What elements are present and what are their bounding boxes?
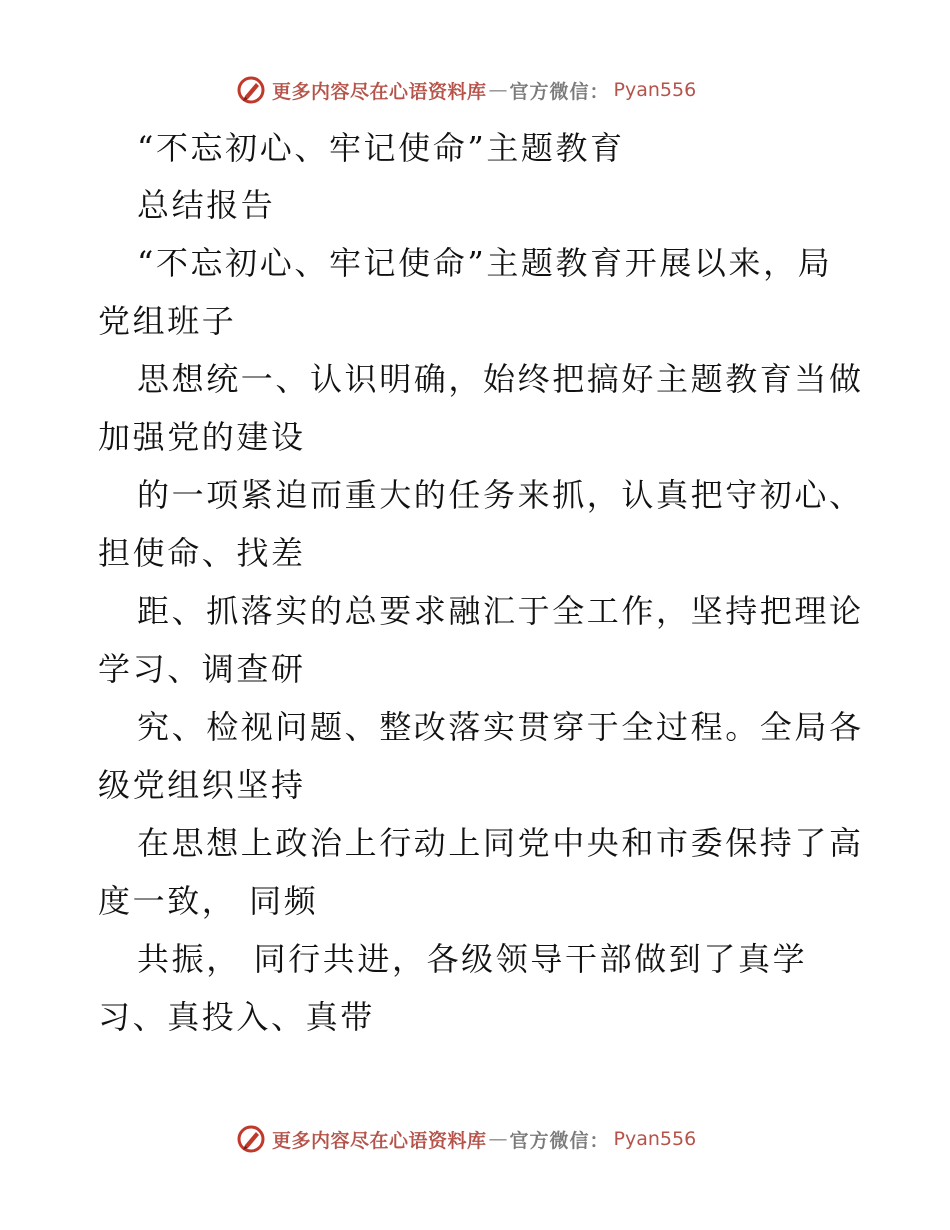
document-title: “不忘初心、牢记使命”主题教育 — [137, 129, 625, 167]
watermark-wechat-id: Pyan556 — [613, 1128, 697, 1150]
paragraph-line: “不忘初心、牢记使命”主题教育开展以来，局 — [137, 244, 833, 282]
watermark-official-label: 官方微信： — [509, 80, 610, 103]
watermark-wechat-id: Pyan556 — [613, 79, 697, 101]
paragraph-line: 思想统一、认识明确，始终把搞好主题教育当做 — [137, 360, 864, 398]
paragraph-line: 习、真投入、真带 — [98, 998, 375, 1036]
pen-logo-icon — [236, 1124, 266, 1154]
watermark-official-label: 官方微信： — [509, 1129, 610, 1152]
watermark-brand: 更多内容尽在心语资料库 — [272, 1129, 487, 1152]
pen-logo-icon — [236, 75, 266, 105]
header-watermark — [236, 73, 696, 107]
paragraph-line: 级党组织坚持 — [98, 766, 306, 804]
watermark-separator: — — [488, 1128, 508, 1150]
paragraph-line: 度一致， 同频 — [98, 882, 319, 920]
paragraph-line: 学习、调查研 — [98, 650, 306, 688]
paragraph-line: 究、检视问题、整改落实贯穿于全过程。全局各 — [137, 708, 864, 746]
paragraph-line: 党组班子 — [98, 302, 237, 340]
paragraph-line: 的一项紧迫而重大的任务来抓，认真把守初心、 — [137, 476, 864, 514]
watermark-separator: — — [488, 79, 508, 101]
document-subtitle: 总结报告 — [137, 186, 276, 224]
footer-watermark — [236, 1122, 696, 1156]
watermark-brand: 更多内容尽在心语资料库 — [272, 80, 487, 103]
paragraph-line: 共振， 同行共进，各级领导干部做到了真学 — [137, 940, 808, 978]
paragraph-line: 担使命、找差 — [98, 534, 306, 572]
paragraph-line: 加强党的建设 — [98, 418, 306, 456]
paragraph-line: 距、抓落实的总要求融汇于全工作，坚持把理论 — [137, 592, 864, 630]
paragraph-line: 在思想上政治上行动上同党中央和市委保持了高 — [137, 824, 864, 862]
